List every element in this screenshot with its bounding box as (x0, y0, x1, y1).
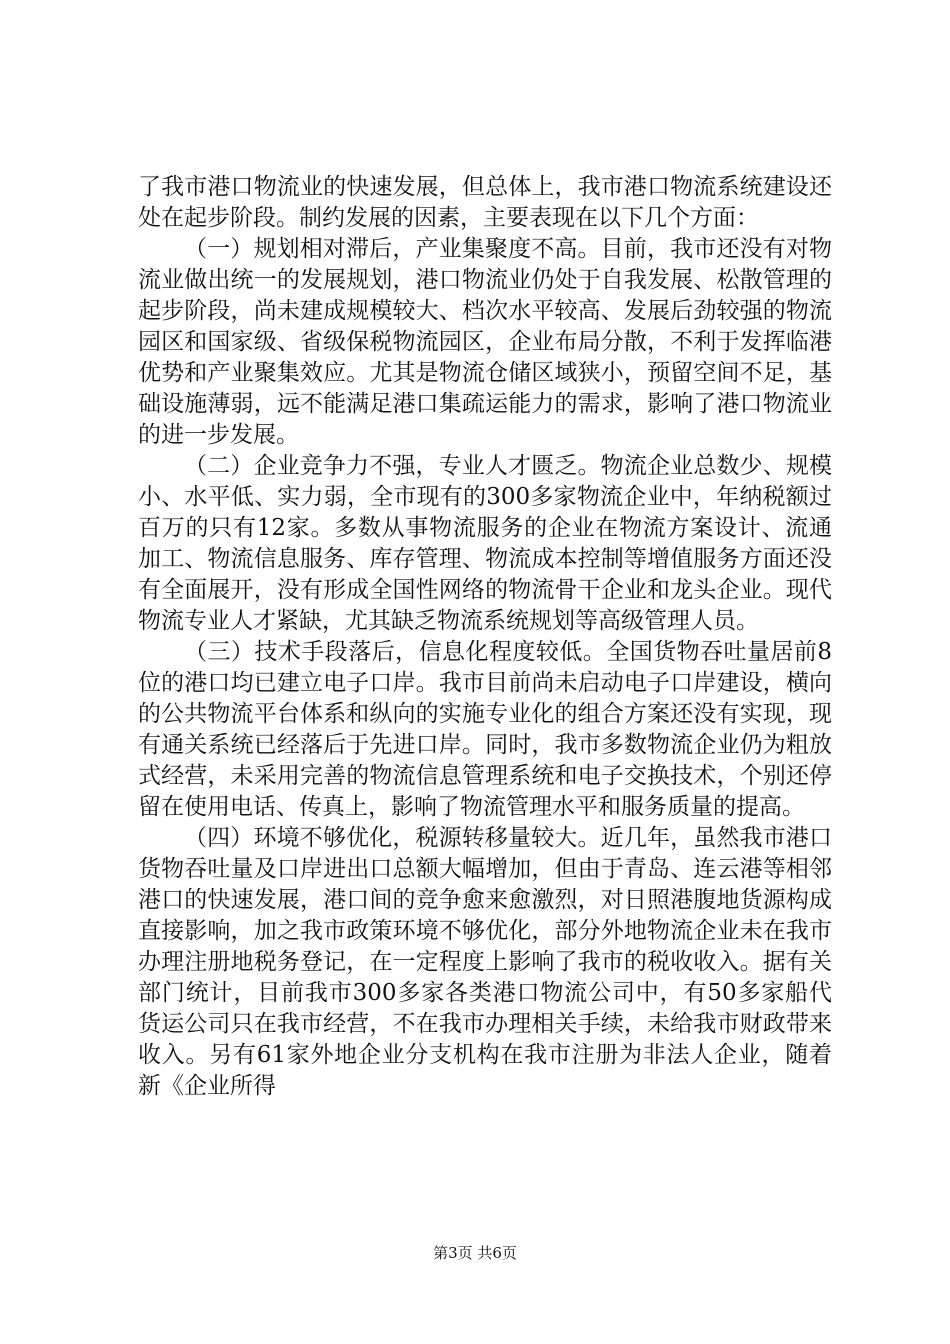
paragraph-section-2: （二）企业竞争力不强，专业人才匮乏。物流企业总数少、规模小、水平低、实力弱，全市现有的300多家物流企业中，年纳税额过百万的只有12家。多数从事物流服务的企业在物流方案设计、流通加工、物流信息服务、库存管理、物流成本控制等增值服务方面还没有全面展开，没有形成全国性网络的物流骨干企业和龙头企业。现代物流专业人才紧缺，尤其缺乏物流系统规划等高级管理人员。 (138, 453, 832, 634)
paragraph-continuation: 了我市港口物流业的快速发展，但总体上，我市港口物流系统建设还处在起步阶段。制约发展的因素，主要表现在以下几个方面： (138, 174, 832, 231)
paragraph-section-4: （四）环境不够优化，税源转移量较大。近几年，虽然我市港口货物吞吐量及口岸进出口总额大幅增加，但由于青岛、连云港等相邻港口的快速发展，港口间的竞争愈来愈激烈，对日照港腹地货源构成直接影响，加之我市政策环境不够优化，部分外地物流企业未在我市办理注册地税务登记，在一定程度上影响了我市的税收收入。据有关部门统计，目前我市300多家各类港口物流公司中，有50多家船代货运公司只在我市经营，不在我市办理相关手续，未给我市财政带来收入。另有61家外地企业分支机构在我市注册为非法人企业，随着新《企业所得 (138, 825, 832, 1099)
paragraph-section-3: （三）技术手段落后，信息化程度较低。全国货物吞吐量居前8位的港口均已建立电子口岸。我市目前尚未启动电子口岸建设，横向的公共物流平台体系和纵向的实施专业化的组合方案还没有实现，现有通关系统已经落后于先进口岸。同时，我市多数物流企业仍为粗放式经营，未采用完善的物流信息管理系统和电子交换技术，个别还停留在使用电话、传真上，影响了物流管理水平和服务质量的提高。 (138, 639, 832, 820)
page-number-footer: 第3页 共6页 (433, 1244, 517, 1262)
document-body (138, 172, 832, 1102)
paragraph-section-1: （一）规划相对滞后，产业集聚度不高。目前，我市还没有对物流业做出统一的发展规划，港口物流业仍处于自我发展、松散管理的起步阶段，尚未建成规模较大、档次水平较高、发展后劲较强的物流园区和国家级、省级保税物流园区，企业布局分散，不利于发挥临港优势和产业聚集效应。尤其是物流仓储区域狭小，预留空间不足，基础设施薄弱，远不能满足港口集疏运能力的需求，影响了港口物流业的进一步发展。 (138, 236, 832, 448)
